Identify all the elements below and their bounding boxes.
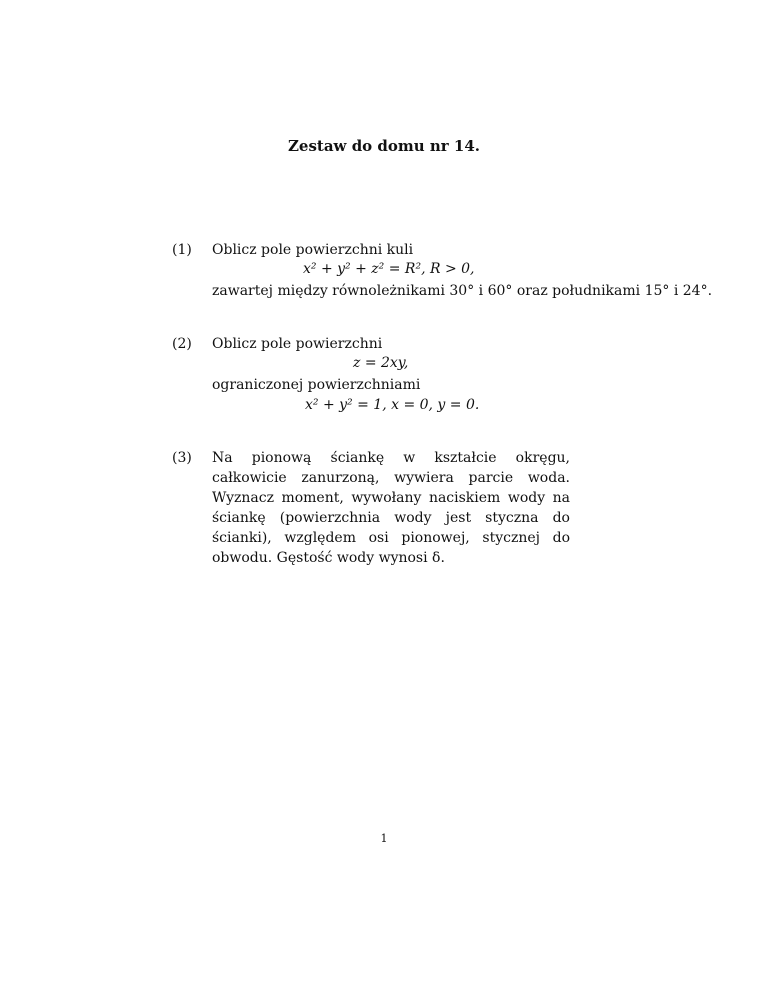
page-number: 1 <box>380 832 388 845</box>
equation-sphere: x² + y² + z² = R², R > 0, <box>303 261 475 277</box>
problem-intro: Oblicz pole powierzchni kuli <box>212 242 414 258</box>
problem-number: (2) <box>172 336 192 352</box>
equation-surface: z = 2xy, <box>353 355 409 371</box>
document-title: Zestaw do domu nr 14. <box>287 137 481 155</box>
equation-bounds: x² + y² = 1, x = 0, y = 0. <box>305 397 480 413</box>
problem-number: (1) <box>172 242 192 258</box>
problem-text: Na pionową ściankę w kształcie okręgu, całkowicie zanurzoną, wywiera parcie woda. Wyznacz moment, wywołany naciskiem wody na ściankę (powierzchnia wody jest styczna do ścianki), względem osi pionowej, stycznej do obwodu. Gęstość wody wynosi δ. <box>212 450 570 566</box>
problem-middle: ograniczonej powierzchniami <box>212 377 421 393</box>
problem-tail: zawartej między równoleżnikami 30° i 60° oraz południkami 15° i 24°. <box>212 283 713 299</box>
problem-intro: Oblicz pole powierzchni <box>212 336 383 352</box>
problem-number: (3) <box>172 450 192 466</box>
